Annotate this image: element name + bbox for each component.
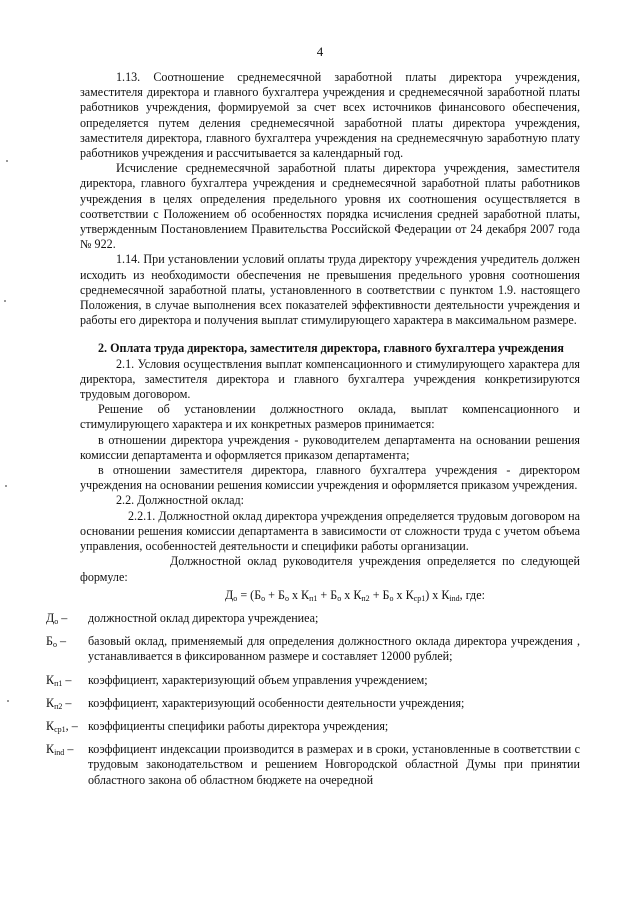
definition-symbol xyxy=(46,742,88,788)
definition-text: базовый оклад, применяемый для определения должностного оклада директора учреждения , устанавливается в фиксированном размере и составляет 12000 рублей; xyxy=(88,634,580,664)
formula-part: x К xyxy=(393,587,414,602)
definition-item xyxy=(46,718,580,734)
definition-text: коэффициент, характеризующий особенности деятельности учреждения; xyxy=(88,695,465,710)
scan-speck xyxy=(4,300,6,302)
paragraph-decision: Решение об установлении должностного оклада, выплат компенсационного и стимулирующего характера и их конкретных размеров принимается: xyxy=(80,402,580,432)
paragraph-2-1: 2.1. Условия осуществления выплат компенсационного и стимулирующего характера для директора, заместителя директора и главного бухгалтера учреждения конкретизируются трудовым договором. xyxy=(80,356,580,402)
symbol-dash: – xyxy=(62,695,72,710)
paragraph-calculation: Исчисление среднемесячной заработной платы директора учреждения, заместителя директора, главного бухгалтера учреждения и среднемесячной заработной платы работников учреждения в целях определения предельного уровня их соотношения осуществляется в соответствии с Положением об особенностях порядка исчисления средней заработной платы, утвержденным Постановлением Правительства Российской Федерации от 24 декабря 2007 года № 922. xyxy=(80,161,580,252)
formula-sub: п1 xyxy=(309,593,318,603)
paragraph-director-decision: в отношении директора учреждения - руководителем департамента на основании решения комиссии департамента и оформляется приказом департамента; xyxy=(80,432,580,462)
symbol-sub: о xyxy=(54,616,59,626)
definition-symbol xyxy=(46,673,88,688)
formula-sub: о xyxy=(389,593,394,603)
symbol-letter: К xyxy=(46,695,55,710)
formula-part: = (Б xyxy=(237,587,262,602)
symbol-sub: о xyxy=(52,640,57,650)
paragraph-formula-intro: Должностной оклад руководителя учреждения определяется по следующей формуле: xyxy=(80,554,580,584)
formula-sub: ind xyxy=(449,593,460,603)
salary-formula xyxy=(80,588,580,603)
symbol-letter: К xyxy=(46,742,55,757)
section-heading-2: 2. Оплата труда директора, заместителя директора, главного бухгалтера учреждения xyxy=(98,341,564,356)
definition-text: коэффициент, характеризующий объем управления учреждением; xyxy=(88,672,428,687)
scan-speck xyxy=(6,160,8,162)
definition-item xyxy=(46,695,580,711)
paragraph-2-2-1: 2.2.1. Должностной оклад директора учреждения определяется трудовым договором на основании решения комиссии департамента в зависимости от сложности труда с учетом объема управления, особенностей деятельности и специфики работы организации. xyxy=(80,508,580,554)
paragraph-1-13: 1.13. Соотношение среднемесячной заработной платы директора учреждения, заместителя директора и главного бухгалтера учреждения и среднемесячной заработной платы работников учреждения, формируемой за счет всех источников финансового обеспечения, определяется путем деления среднемесячной заработной платы директора учреждения, заместителя директора, главного бухгалтера учреждения на среднемесячную заработную плату работников учреждения и рассчитывается за календарный год. xyxy=(80,70,580,161)
definition-item xyxy=(46,672,580,688)
symbol-dash: – xyxy=(58,610,68,625)
symbol-dash: – xyxy=(56,634,67,649)
formula-sub: о xyxy=(284,593,289,603)
formula-part: x К xyxy=(341,587,362,602)
paragraph-deputy-decision: в отношении заместителя директора, главного бухгалтера учреждения - директором учреждения на основании решения комиссии учреждения и оформляется приказом учреждения. xyxy=(80,463,580,493)
definition-symbol xyxy=(46,634,88,664)
definition-text: коэффициенты специфики работы директора учреждения; xyxy=(88,718,389,733)
formula-sub: о xyxy=(233,593,238,603)
formula-part: ) x К xyxy=(425,587,450,602)
definition-symbol xyxy=(46,719,88,734)
definition-item xyxy=(46,610,580,626)
paragraph-1-14: 1.14. При установлении условий оплаты труда директору учреждения учредитель должен исходить из необходимости обеспечения не превышения предельного уровня соотношения среднемесячной заработной платы, установленного в соответствии с пунктом 1.9. настоящего Положения, в случае выполнения всех показателей эффективности деятельности учреждения и работы его директора и получения выплат стимулирующего характера в максимальном размере. xyxy=(80,252,580,328)
document-body xyxy=(46,70,580,788)
page-number: 4 xyxy=(316,44,324,59)
definition-text: должностной оклад директора учреждениеа; xyxy=(88,610,319,625)
formula-part: + Б xyxy=(317,587,338,602)
definitions-list xyxy=(46,610,580,788)
paragraph-2-2: 2.2. Должностной оклад: xyxy=(116,493,245,508)
symbol-letter: Б xyxy=(46,634,53,649)
formula-left: Д xyxy=(225,587,234,602)
definition-item xyxy=(46,634,580,664)
definition-symbol xyxy=(46,611,88,626)
symbol-sub: п1 xyxy=(54,678,63,688)
formula-sub: о xyxy=(261,593,266,603)
symbol-letter: К xyxy=(46,718,55,733)
symbol-dash: – xyxy=(64,742,74,757)
definition-item xyxy=(46,742,580,788)
formula-sub: о xyxy=(337,593,342,603)
definition-text: коэффициент индексации производится в размерах и в сроки, установленные в соответствии с трудовым законодательством и решением Новгородской областной Думы при принятии областного закона об областном бюджете на очередной xyxy=(88,742,580,787)
symbol-letter: Д xyxy=(46,610,55,625)
scan-speck xyxy=(5,485,7,487)
formula-part: , где: xyxy=(459,587,485,602)
symbol-dash: , – xyxy=(65,718,78,733)
symbol-letter: К xyxy=(46,672,55,687)
formula-part: + Б xyxy=(369,587,390,602)
definition-symbol xyxy=(46,696,88,711)
formula-sub: п2 xyxy=(361,593,370,603)
symbol-sub: п2 xyxy=(54,701,63,711)
formula-part: x К xyxy=(288,587,310,602)
formula-sub: ср1 xyxy=(413,593,426,603)
scan-speck xyxy=(7,700,9,702)
symbol-sub: ind xyxy=(54,748,65,758)
symbol-dash: – xyxy=(62,672,72,687)
symbol-sub: ср1 xyxy=(54,724,66,734)
formula-part: + Б xyxy=(265,587,285,602)
